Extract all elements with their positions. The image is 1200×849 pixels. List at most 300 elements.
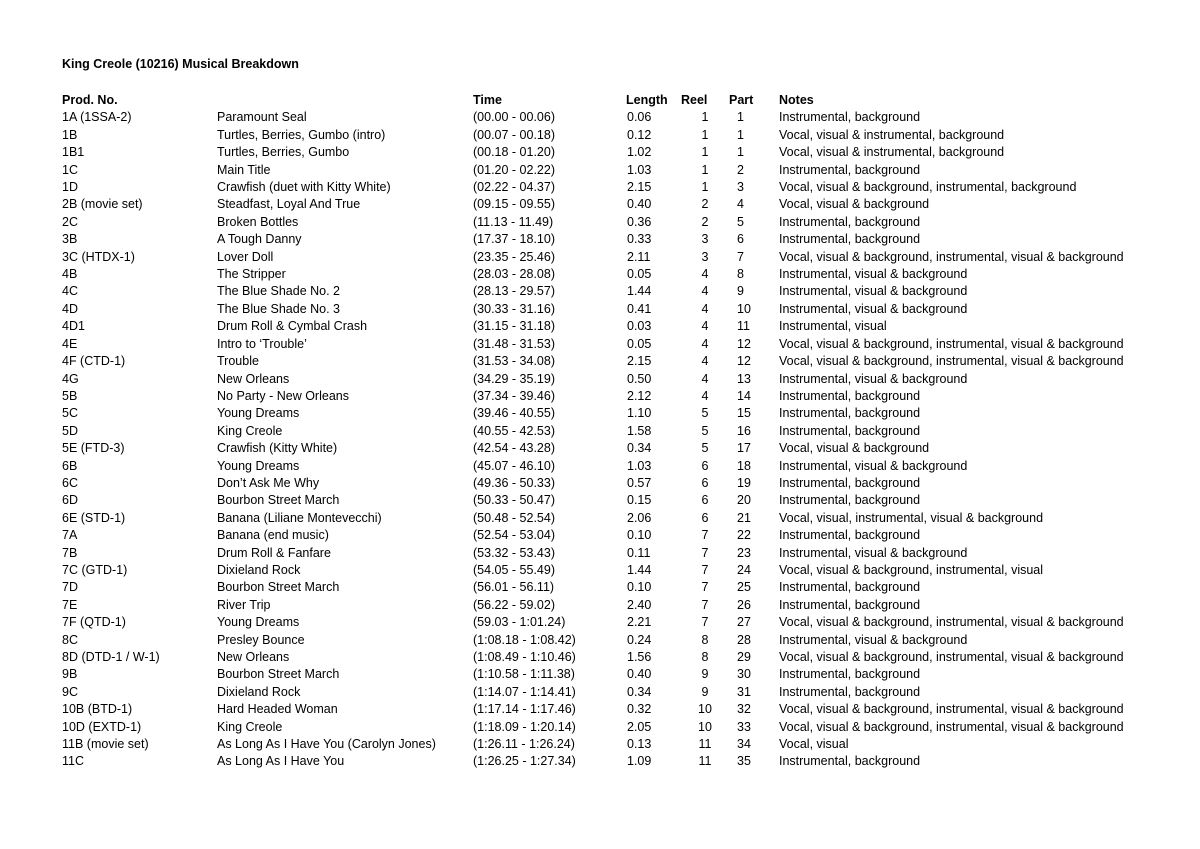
cell-notes: Vocal, visual & instrumental, background bbox=[779, 127, 1005, 142]
cell-reel: 10 bbox=[698, 719, 712, 734]
cell-length: 1.02 bbox=[627, 145, 652, 160]
cell-reel: 4 bbox=[701, 354, 709, 369]
cell-notes: Instrumental, visual & background bbox=[779, 267, 968, 282]
cell-prod-no: 4D bbox=[62, 301, 78, 316]
cell-title: King Creole bbox=[217, 423, 283, 438]
cell-time: (1:08.49 - 1:10.46) bbox=[473, 650, 576, 664]
cell-notes: Vocal, visual & background, instrumental, visual & background bbox=[779, 336, 1124, 351]
cell-part: 12 bbox=[737, 354, 751, 369]
cell-prod-no: 4B bbox=[62, 267, 78, 282]
cell-length: 2.21 bbox=[627, 615, 652, 630]
cell-reel: 1 bbox=[701, 180, 709, 195]
cell-title: Bourbon Street March bbox=[217, 580, 340, 595]
cell-reel: 8 bbox=[701, 632, 709, 647]
cell-prod-no: 4D1 bbox=[62, 319, 85, 334]
cell-title: As Long As I Have You (Carolyn Jones) bbox=[217, 737, 436, 752]
cell-notes: Instrumental, background bbox=[779, 580, 921, 595]
table-row bbox=[62, 579, 1159, 596]
cell-length: 2.12 bbox=[627, 388, 652, 403]
cell-title: No Party - New Orleans bbox=[217, 388, 349, 403]
cell-part: 7 bbox=[737, 249, 744, 264]
cell-notes: Vocal, visual & background, instrumental, visual & background bbox=[779, 719, 1124, 734]
cell-prod-no: 7E bbox=[62, 597, 78, 612]
cell-prod-no: 11B (movie set) bbox=[62, 737, 149, 752]
cell-prod-no: 7D bbox=[62, 580, 78, 595]
cell-prod-no: 10B (BTD-1) bbox=[62, 702, 133, 717]
cell-time: (01.20 - 02.22) bbox=[473, 162, 555, 177]
cell-part: 5 bbox=[737, 214, 744, 229]
cell-title: The Stripper bbox=[217, 267, 286, 282]
cell-time: (1:10.58 - 1:11.38) bbox=[473, 667, 575, 682]
cell-notes: Vocal, visual & background, instrumental, background bbox=[779, 180, 1077, 195]
cell-part: 18 bbox=[737, 458, 751, 473]
cell-part: 27 bbox=[737, 615, 751, 630]
cell-reel: 4 bbox=[701, 319, 709, 334]
cell-length: 0.05 bbox=[627, 267, 652, 282]
cell-prod-no: 4G bbox=[62, 371, 79, 386]
cell-length: 2.15 bbox=[627, 180, 652, 195]
cell-time: (50.33 - 50.47) bbox=[473, 493, 555, 508]
cell-length: 0.12 bbox=[627, 127, 652, 142]
cell-reel: 1 bbox=[701, 162, 709, 177]
cell-time: (31.53 - 34.08) bbox=[473, 354, 555, 369]
cell-time: (42.54 - 43.28) bbox=[473, 441, 555, 456]
table-row bbox=[62, 318, 1159, 335]
cell-title: Dixieland Rock bbox=[217, 684, 301, 699]
cell-part: 16 bbox=[737, 423, 751, 438]
cell-length: 1.56 bbox=[627, 650, 652, 664]
cell-reel: 6 bbox=[701, 458, 709, 473]
cell-notes: Vocal, visual & background bbox=[779, 197, 930, 212]
table-row bbox=[62, 649, 1159, 666]
cell-title: Paramount Seal bbox=[217, 110, 307, 125]
cell-notes: Vocal, visual & background bbox=[779, 441, 930, 456]
table-row bbox=[62, 371, 1159, 388]
cell-title: Crawfish (duet with Kitty White) bbox=[217, 180, 391, 195]
cell-prod-no: 5C bbox=[62, 406, 78, 421]
header-row bbox=[62, 92, 1159, 109]
table-row bbox=[62, 527, 1159, 544]
cell-reel: 10 bbox=[698, 702, 712, 717]
cell-prod-no: 5E (FTD-3) bbox=[62, 441, 125, 456]
cell-title: Dixieland Rock bbox=[217, 562, 301, 577]
cell-reel: 7 bbox=[701, 580, 709, 595]
cell-part: 4 bbox=[737, 197, 744, 212]
cell-title: Presley Bounce bbox=[217, 632, 305, 647]
cell-notes: Instrumental, visual & background bbox=[779, 284, 968, 299]
cell-title: As Long As I Have You bbox=[217, 754, 345, 769]
cell-reel: 4 bbox=[701, 388, 709, 403]
cell-prod-no: 1A (1SSA-2) bbox=[62, 110, 132, 125]
cell-prod-no: 7A bbox=[62, 528, 78, 543]
cell-length: 1.03 bbox=[627, 458, 652, 473]
table-row bbox=[62, 353, 1159, 370]
cell-prod-no: 6E (STD-1) bbox=[62, 510, 126, 525]
cell-reel: 4 bbox=[701, 371, 709, 386]
cell-part: 12 bbox=[737, 336, 751, 351]
cell-part: 32 bbox=[737, 702, 751, 717]
cell-part: 11 bbox=[737, 319, 750, 334]
cell-notes: Instrumental, background bbox=[779, 232, 921, 247]
cell-notes: Vocal, visual bbox=[779, 737, 849, 752]
cell-prod-no: 8C bbox=[62, 632, 78, 647]
cell-part: 29 bbox=[737, 650, 751, 664]
cell-length: 0.34 bbox=[627, 441, 652, 456]
cell-reel: 1 bbox=[701, 145, 709, 160]
cell-length: 0.40 bbox=[627, 197, 652, 212]
cell-prod-no: 9B bbox=[62, 667, 78, 682]
table-row bbox=[62, 405, 1159, 422]
table-row bbox=[62, 614, 1159, 631]
cell-reel: 4 bbox=[701, 267, 709, 282]
cell-time: (54.05 - 55.49) bbox=[473, 562, 555, 577]
cell-part: 25 bbox=[737, 580, 751, 595]
table-row bbox=[62, 162, 1159, 179]
cell-part: 1 bbox=[737, 127, 744, 142]
cell-part: 30 bbox=[737, 667, 751, 682]
cell-length: 0.57 bbox=[627, 475, 652, 490]
cell-time: (1:14.07 - 1:14.41) bbox=[473, 684, 576, 699]
table-row bbox=[62, 144, 1159, 161]
cell-title: Trouble bbox=[217, 354, 259, 369]
cell-length: 0.10 bbox=[627, 528, 652, 543]
cell-notes: Instrumental, background bbox=[779, 754, 921, 769]
cell-reel: 3 bbox=[701, 232, 709, 247]
cell-length: 1.10 bbox=[627, 406, 652, 421]
table-row bbox=[62, 492, 1159, 509]
cell-prod-no: 2B (movie set) bbox=[62, 197, 143, 212]
cell-length: 0.32 bbox=[627, 702, 652, 717]
cell-length: 2.11 bbox=[627, 249, 651, 264]
cell-reel: 4 bbox=[701, 301, 709, 316]
cell-part: 1 bbox=[737, 145, 744, 160]
cell-reel: 5 bbox=[701, 406, 709, 421]
cell-reel: 6 bbox=[701, 493, 709, 508]
cell-part: 15 bbox=[737, 406, 751, 421]
table-row bbox=[62, 632, 1159, 649]
cell-reel: 9 bbox=[701, 684, 709, 699]
cell-time: (56.01 - 56.11) bbox=[473, 580, 555, 595]
cell-reel: 7 bbox=[701, 597, 709, 612]
table-row bbox=[62, 684, 1159, 701]
cell-prod-no: 7F (QTD-1) bbox=[62, 615, 126, 630]
cell-notes: Vocal, visual & instrumental, background bbox=[779, 145, 1005, 160]
cell-part: 14 bbox=[737, 388, 751, 403]
cell-reel: 2 bbox=[701, 214, 709, 229]
cell-notes: Instrumental, background bbox=[779, 423, 921, 438]
table-row bbox=[62, 249, 1159, 266]
cell-title: Steadfast, Loyal And True bbox=[217, 197, 361, 212]
table-row bbox=[62, 196, 1159, 213]
cell-length: 0.33 bbox=[627, 232, 652, 247]
cell-part: 13 bbox=[737, 371, 751, 386]
cell-title: Young Dreams bbox=[217, 458, 300, 473]
cell-notes: Vocal, visual & background, instrumental, visual & background bbox=[779, 702, 1124, 717]
table-row bbox=[62, 440, 1159, 457]
cell-length: 0.03 bbox=[627, 319, 652, 334]
cell-notes: Vocal, visual & background, instrumental, visual & background bbox=[779, 615, 1124, 630]
cell-time: (37.34 - 39.46) bbox=[473, 388, 555, 403]
table-row bbox=[62, 510, 1159, 527]
cell-notes: Instrumental, visual & background bbox=[779, 301, 968, 316]
cell-prod-no: 5D bbox=[62, 423, 78, 438]
cell-part: 23 bbox=[737, 545, 751, 560]
cell-part: 33 bbox=[737, 719, 751, 734]
table-row bbox=[62, 545, 1159, 562]
cell-notes: Instrumental, visual bbox=[779, 319, 887, 334]
cell-part: 22 bbox=[737, 528, 751, 543]
cell-time: (1:08.18 - 1:08.42) bbox=[473, 632, 576, 647]
cell-part: 31 bbox=[737, 684, 751, 699]
document-title: King Creole (10216) Musical Breakdown bbox=[62, 57, 299, 71]
cell-prod-no: 5B bbox=[62, 388, 78, 403]
header-title bbox=[217, 92, 473, 109]
cell-time: (23.35 - 25.46) bbox=[473, 249, 555, 264]
table-row bbox=[62, 475, 1159, 492]
cell-reel: 7 bbox=[701, 528, 709, 543]
table-row bbox=[62, 388, 1159, 405]
cell-time: (49.36 - 50.33) bbox=[473, 475, 555, 490]
cell-notes: Vocal, visual & background, instrumental, visual & background bbox=[779, 354, 1124, 369]
cell-title: Crawfish (Kitty White) bbox=[217, 441, 338, 456]
cell-title: Intro to ‘Trouble’ bbox=[217, 336, 307, 351]
cell-title: Turtles, Berries, Gumbo bbox=[217, 145, 350, 160]
cell-length: 0.15 bbox=[627, 493, 652, 508]
cell-time: (1:17.14 - 1:17.46) bbox=[473, 702, 576, 717]
cell-length: 0.05 bbox=[627, 336, 652, 351]
cell-title: Bourbon Street March bbox=[217, 493, 340, 508]
cell-time: (00.00 - 00.06) bbox=[473, 110, 555, 125]
header-reel: Reel bbox=[681, 93, 708, 107]
cell-length: 2.06 bbox=[627, 510, 652, 525]
cell-prod-no: 8D (DTD-1 / W-1) bbox=[62, 650, 160, 664]
cell-prod-no: 7B bbox=[62, 545, 78, 560]
cell-prod-no: 6D bbox=[62, 493, 78, 508]
cell-part: 9 bbox=[737, 284, 744, 299]
table-row bbox=[62, 214, 1159, 231]
table-row bbox=[62, 231, 1159, 248]
cell-title: The Blue Shade No. 2 bbox=[217, 284, 340, 299]
cell-notes: Vocal, visual & background, instrumental, visual bbox=[779, 562, 1044, 577]
cell-title: Banana (end music) bbox=[217, 528, 329, 543]
header-part: Part bbox=[729, 93, 754, 107]
cell-time: (1:18.09 - 1:20.14) bbox=[473, 719, 576, 734]
cell-notes: Instrumental, background bbox=[779, 684, 921, 699]
cell-length: 0.10 bbox=[627, 580, 652, 595]
header-notes: Notes bbox=[779, 93, 814, 107]
cell-time: (56.22 - 59.02) bbox=[473, 597, 555, 612]
cell-notes: Vocal, visual & background, instrumental, visual & background bbox=[779, 650, 1124, 664]
cell-title: Broken Bottles bbox=[217, 214, 299, 229]
cell-notes: Instrumental, visual & background bbox=[779, 371, 968, 386]
cell-prod-no: 4C bbox=[62, 284, 78, 299]
table-row bbox=[62, 423, 1159, 440]
cell-title: Young Dreams bbox=[217, 615, 300, 630]
cell-reel: 9 bbox=[701, 667, 709, 682]
table-row bbox=[62, 266, 1159, 283]
table-row bbox=[62, 562, 1159, 579]
cell-notes: Instrumental, background bbox=[779, 162, 921, 177]
cell-notes: Vocal, visual & background, instrumental, visual & background bbox=[779, 249, 1124, 264]
cell-part: 28 bbox=[737, 632, 751, 647]
cell-length: 1.09 bbox=[627, 754, 652, 769]
table-row bbox=[62, 458, 1159, 475]
cell-part: 34 bbox=[737, 737, 751, 752]
cell-reel: 7 bbox=[701, 615, 709, 630]
cell-title: Don’t Ask Me Why bbox=[217, 475, 320, 490]
cell-notes: Instrumental, background bbox=[779, 214, 921, 229]
cell-time: (00.07 - 00.18) bbox=[473, 127, 555, 142]
cell-title: New Orleans bbox=[217, 371, 290, 386]
cell-time: (31.48 - 31.53) bbox=[473, 336, 555, 351]
cell-title: Main Title bbox=[217, 162, 271, 177]
cell-time: (50.48 - 52.54) bbox=[473, 510, 555, 525]
cell-notes: Instrumental, background bbox=[779, 667, 921, 682]
cell-reel: 5 bbox=[701, 423, 709, 438]
cell-part: 8 bbox=[737, 267, 744, 282]
cell-notes: Instrumental, background bbox=[779, 406, 921, 421]
cell-part: 26 bbox=[737, 597, 751, 612]
cell-reel: 1 bbox=[701, 127, 709, 142]
cell-reel: 2 bbox=[701, 197, 709, 212]
header-length: Length bbox=[626, 93, 668, 107]
cell-time: (31.15 - 31.18) bbox=[473, 319, 555, 334]
cell-prod-no: 7C (GTD-1) bbox=[62, 562, 128, 577]
cell-notes: Vocal, visual, instrumental, visual & background bbox=[779, 510, 1044, 525]
cell-reel: 1 bbox=[701, 110, 709, 125]
cell-part: 24 bbox=[737, 562, 751, 577]
table-row bbox=[62, 301, 1159, 318]
cell-part: 35 bbox=[737, 754, 751, 769]
cell-prod-no: 10D (EXTD-1) bbox=[62, 719, 142, 734]
cell-length: 0.40 bbox=[627, 667, 652, 682]
cell-length: 0.06 bbox=[627, 110, 652, 125]
table-header bbox=[62, 92, 1159, 109]
cell-prod-no: 1C bbox=[62, 162, 78, 177]
cell-time: (17.37 - 18.10) bbox=[473, 232, 555, 247]
cell-time: (34.29 - 35.19) bbox=[473, 371, 555, 386]
cell-prod-no: 3B bbox=[62, 232, 78, 247]
cell-length: 0.50 bbox=[627, 371, 652, 386]
cell-title: Banana (Liliane Montevecchi) bbox=[217, 510, 382, 525]
table-row bbox=[62, 127, 1159, 144]
cell-length: 1.03 bbox=[627, 162, 652, 177]
cell-prod-no: 1B bbox=[62, 127, 78, 142]
cell-time: (52.54 - 53.04) bbox=[473, 528, 555, 543]
cell-length: 0.13 bbox=[627, 737, 652, 752]
cell-title: Drum Roll & Cymbal Crash bbox=[217, 319, 368, 334]
cell-prod-no: 11C bbox=[62, 754, 85, 769]
cell-title: River Trip bbox=[217, 597, 271, 612]
cell-length: 2.40 bbox=[627, 597, 652, 612]
cell-prod-no: 6B bbox=[62, 458, 78, 473]
cell-length: 2.05 bbox=[627, 719, 652, 734]
cell-time: (40.55 - 42.53) bbox=[473, 423, 555, 438]
musical-breakdown-table bbox=[62, 92, 1159, 771]
table-row bbox=[62, 179, 1159, 196]
cell-time: (00.18 - 01.20) bbox=[473, 145, 555, 160]
cell-prod-no: 1D bbox=[62, 180, 78, 195]
cell-reel: 8 bbox=[701, 650, 709, 664]
table-row bbox=[62, 597, 1159, 614]
cell-prod-no: 4E bbox=[62, 336, 78, 351]
table-row bbox=[62, 283, 1159, 300]
table-row bbox=[62, 109, 1159, 126]
cell-time: (45.07 - 46.10) bbox=[473, 458, 555, 473]
cell-notes: Instrumental, visual & background bbox=[779, 545, 968, 560]
cell-prod-no: 3C (HTDX-1) bbox=[62, 249, 135, 264]
cell-title: Drum Roll & Fanfare bbox=[217, 545, 331, 560]
cell-notes: Instrumental, background bbox=[779, 388, 921, 403]
cell-notes: Instrumental, background bbox=[779, 597, 921, 612]
cell-length: 0.34 bbox=[627, 684, 652, 699]
cell-notes: Instrumental, background bbox=[779, 110, 921, 125]
cell-reel: 6 bbox=[701, 475, 709, 490]
cell-notes: Instrumental, background bbox=[779, 493, 921, 508]
header-prod-no: Prod. No. bbox=[62, 93, 118, 107]
cell-time: (09.15 - 09.55) bbox=[473, 197, 555, 212]
cell-reel: 4 bbox=[701, 336, 709, 351]
cell-title: Lover Doll bbox=[217, 249, 274, 264]
cell-title: Hard Headed Woman bbox=[217, 702, 338, 717]
cell-time: (1:26.11 - 1:26.24) bbox=[473, 737, 575, 752]
cell-prod-no: 2C bbox=[62, 214, 78, 229]
table-body bbox=[62, 109, 1159, 770]
cell-length: 0.36 bbox=[627, 214, 652, 229]
cell-time: (1:26.25 - 1:27.34) bbox=[473, 754, 576, 769]
table-row bbox=[62, 753, 1159, 770]
cell-title: New Orleans bbox=[217, 650, 290, 664]
cell-part: 6 bbox=[737, 232, 744, 247]
cell-time: (28.03 - 28.08) bbox=[473, 267, 555, 282]
cell-time: (11.13 - 11.49) bbox=[473, 214, 554, 229]
cell-part: 2 bbox=[737, 162, 744, 177]
cell-time: (59.03 - 1:01.24) bbox=[473, 615, 566, 630]
cell-reel: 4 bbox=[701, 284, 709, 299]
cell-prod-no: 6C bbox=[62, 475, 78, 490]
cell-length: 2.15 bbox=[627, 354, 652, 369]
table-row bbox=[62, 719, 1159, 736]
header-time: Time bbox=[473, 93, 502, 107]
cell-reel: 6 bbox=[701, 510, 709, 525]
cell-title: The Blue Shade No. 3 bbox=[217, 301, 340, 316]
cell-time: (28.13 - 29.57) bbox=[473, 284, 555, 299]
cell-part: 10 bbox=[737, 301, 751, 316]
cell-prod-no: 1B1 bbox=[62, 145, 85, 160]
cell-time: (53.32 - 53.43) bbox=[473, 545, 555, 560]
cell-title: Turtles, Berries, Gumbo (intro) bbox=[217, 127, 386, 142]
cell-length: 1.44 bbox=[627, 284, 652, 299]
cell-reel: 11 bbox=[698, 754, 712, 769]
cell-notes: Instrumental, background bbox=[779, 475, 921, 490]
table-row bbox=[62, 336, 1159, 353]
cell-time: (30.33 - 31.16) bbox=[473, 301, 555, 316]
cell-reel: 5 bbox=[701, 441, 709, 456]
table-row bbox=[62, 736, 1159, 753]
cell-length: 0.41 bbox=[627, 301, 652, 316]
cell-length: 0.24 bbox=[627, 632, 652, 647]
cell-reel: 7 bbox=[701, 562, 709, 577]
table-row bbox=[62, 666, 1159, 683]
cell-time: (39.46 - 40.55) bbox=[473, 406, 555, 421]
cell-part: 21 bbox=[737, 510, 751, 525]
cell-prod-no: 9C bbox=[62, 684, 78, 699]
cell-part: 1 bbox=[737, 110, 744, 125]
cell-part: 3 bbox=[737, 180, 744, 195]
cell-length: 0.11 bbox=[627, 545, 651, 560]
cell-reel: 3 bbox=[701, 249, 709, 264]
cell-reel: 11 bbox=[698, 737, 712, 752]
